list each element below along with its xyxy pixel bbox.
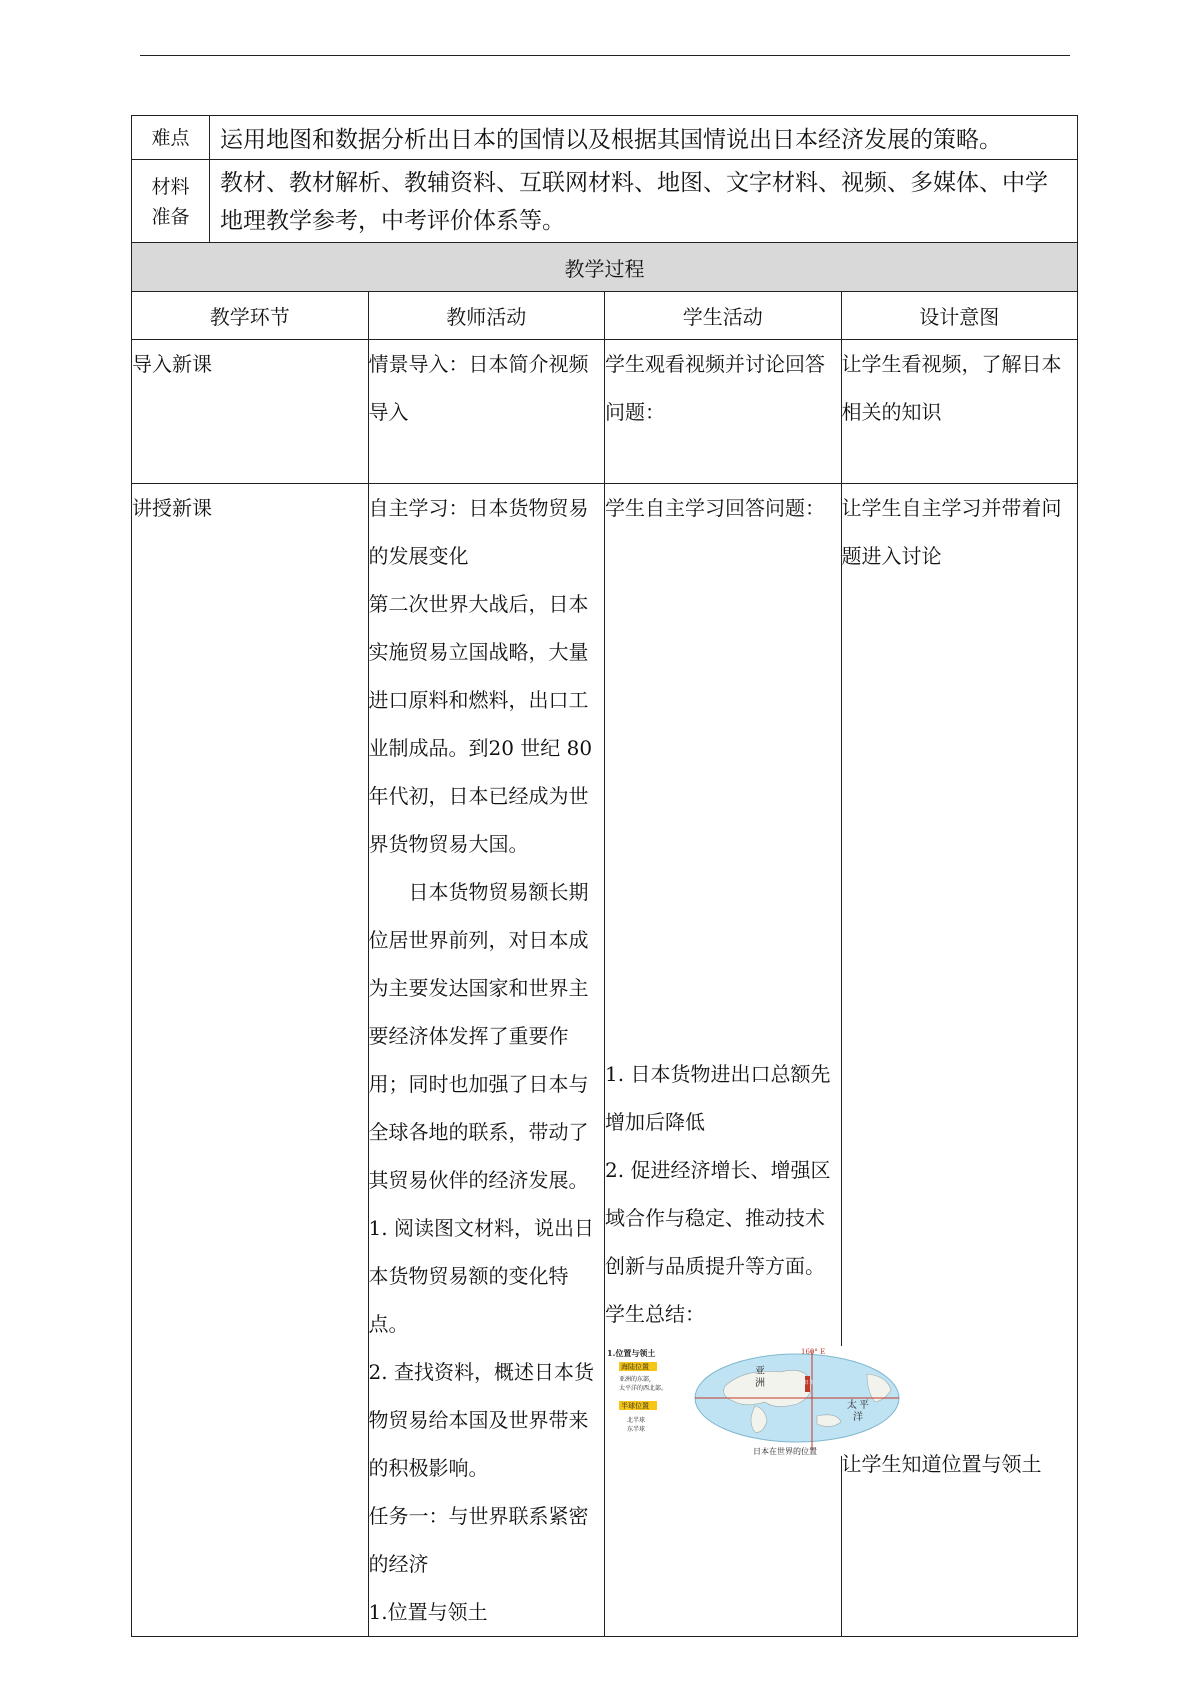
col-header-teacher: 教师活动 [368,292,605,340]
materials-text: 教材、教材解析、教辅资料、互联网材料、地图、文字材料、视频、多媒体、中学地理教学参考，中考评价体系等。 [210,160,1078,245]
teacher-text: 日本货物贸易额长期位居世界前列，对日本成为主要发达国家和世界主要经济体发挥了重要作用；同时也加强了日本与全球各地的联系，带动了其贸易伙伴的经济发展。 [368,880,589,1192]
col-header-stage: 教学环节 [132,292,369,340]
student-text: 学生自主学习回答问题： [605,496,825,520]
teacher-text: 情景导入：日本简介视频导入 [368,352,589,424]
materials-label-line: 准备 [151,206,190,228]
col-header-student: 学生活动 [605,292,842,340]
map-heading: 1.位置与领土 [607,1348,656,1358]
difficulty-row [132,116,1078,160]
materials-row [132,160,1078,245]
tag-hemisphere: 半球位置 [621,1402,649,1410]
hemisphere-line: 北半球 [627,1417,646,1424]
stage-cell: 讲授新课 [132,484,369,1637]
teacher-text: 任务一：与世界联系紧密的经济 [368,1504,589,1576]
teacher-cell [368,484,605,1637]
student-text: 学生观看视频并讨论回答问题： [605,352,825,424]
teacher-cell [368,340,605,484]
intent-text: 让学生看视频，了解日本相关的知识 [841,352,1062,424]
pacific-label: 洋 [853,1412,863,1423]
teacher-text: 第二次世界大战后，日本实施贸易立国战略，大量进口原料和燃料，出口工业制成品。到20 世纪 80 年代初，日本已经成为世界货物贸易大国。 [368,592,593,856]
table-row [132,484,1078,1637]
student-cell [605,484,869,1637]
table-row [132,340,1078,484]
col-header-intent: 设计意图 [841,292,1078,340]
map-caption: 日本在世界的位置 [753,1447,817,1456]
pacific-label: 平 [859,1400,869,1411]
student-text: 2. 促进经济增长、增强区域合作与稳定、推动技术创新与品质提升等方面。 [605,1158,831,1278]
sea-land-line: 太平洋的西北部。 [619,1385,668,1392]
meridian-label: 160° E [801,1348,826,1356]
intent-cell [841,484,1078,1637]
header-row [132,292,1078,340]
teacher-text: 1.位置与领土 [368,1600,488,1624]
difficulty-text: 运用地图和数据分析出日本的国情以及根据其国情说出日本经济发展的策略。 [210,116,1078,160]
teacher-text: 自主学习：日本货物贸易的发展变化 [368,496,589,568]
intent-text: 让学生知道位置与领土 [841,1452,1042,1476]
intent-cell [841,340,1078,484]
spacer [842,580,1078,1440]
process-table [131,242,1078,1637]
info-table [131,115,1078,245]
teacher-text: 2. 查找资料，概述日本货物贸易给本国及世界带来的积极影响。 [368,1360,594,1480]
tag-sea-land: 海陆位置 [621,1363,649,1371]
hemisphere-line: 东半球 [627,1426,646,1433]
teacher-text: 1. 阅读图文材料，说出日本货物贸易额的变化特点。 [368,1216,594,1336]
stage-cell: 导入新课 [132,340,369,484]
student-text: 学生总结： [605,1302,705,1326]
pacific-label: 太 [847,1400,857,1411]
asia-label: 洲 [755,1378,765,1389]
materials-label-line: 材料 [151,176,190,198]
difficulty-label: 难点 [132,116,210,160]
intent-text: 让学生自主学习并带着问题进入讨论 [841,496,1062,568]
header-rule [140,55,1070,56]
japan-label: 日本 [804,1380,815,1386]
student-cell [605,340,842,484]
spacer [605,532,841,1050]
sea-land-line: 亚洲的东部, [619,1376,651,1383]
student-text: 1. 日本货物进出口总额先增加后降低 [605,1062,831,1134]
process-banner: 教学过程 [132,243,1078,292]
materials-label [132,160,210,245]
asia-label: 亚 [755,1366,765,1377]
